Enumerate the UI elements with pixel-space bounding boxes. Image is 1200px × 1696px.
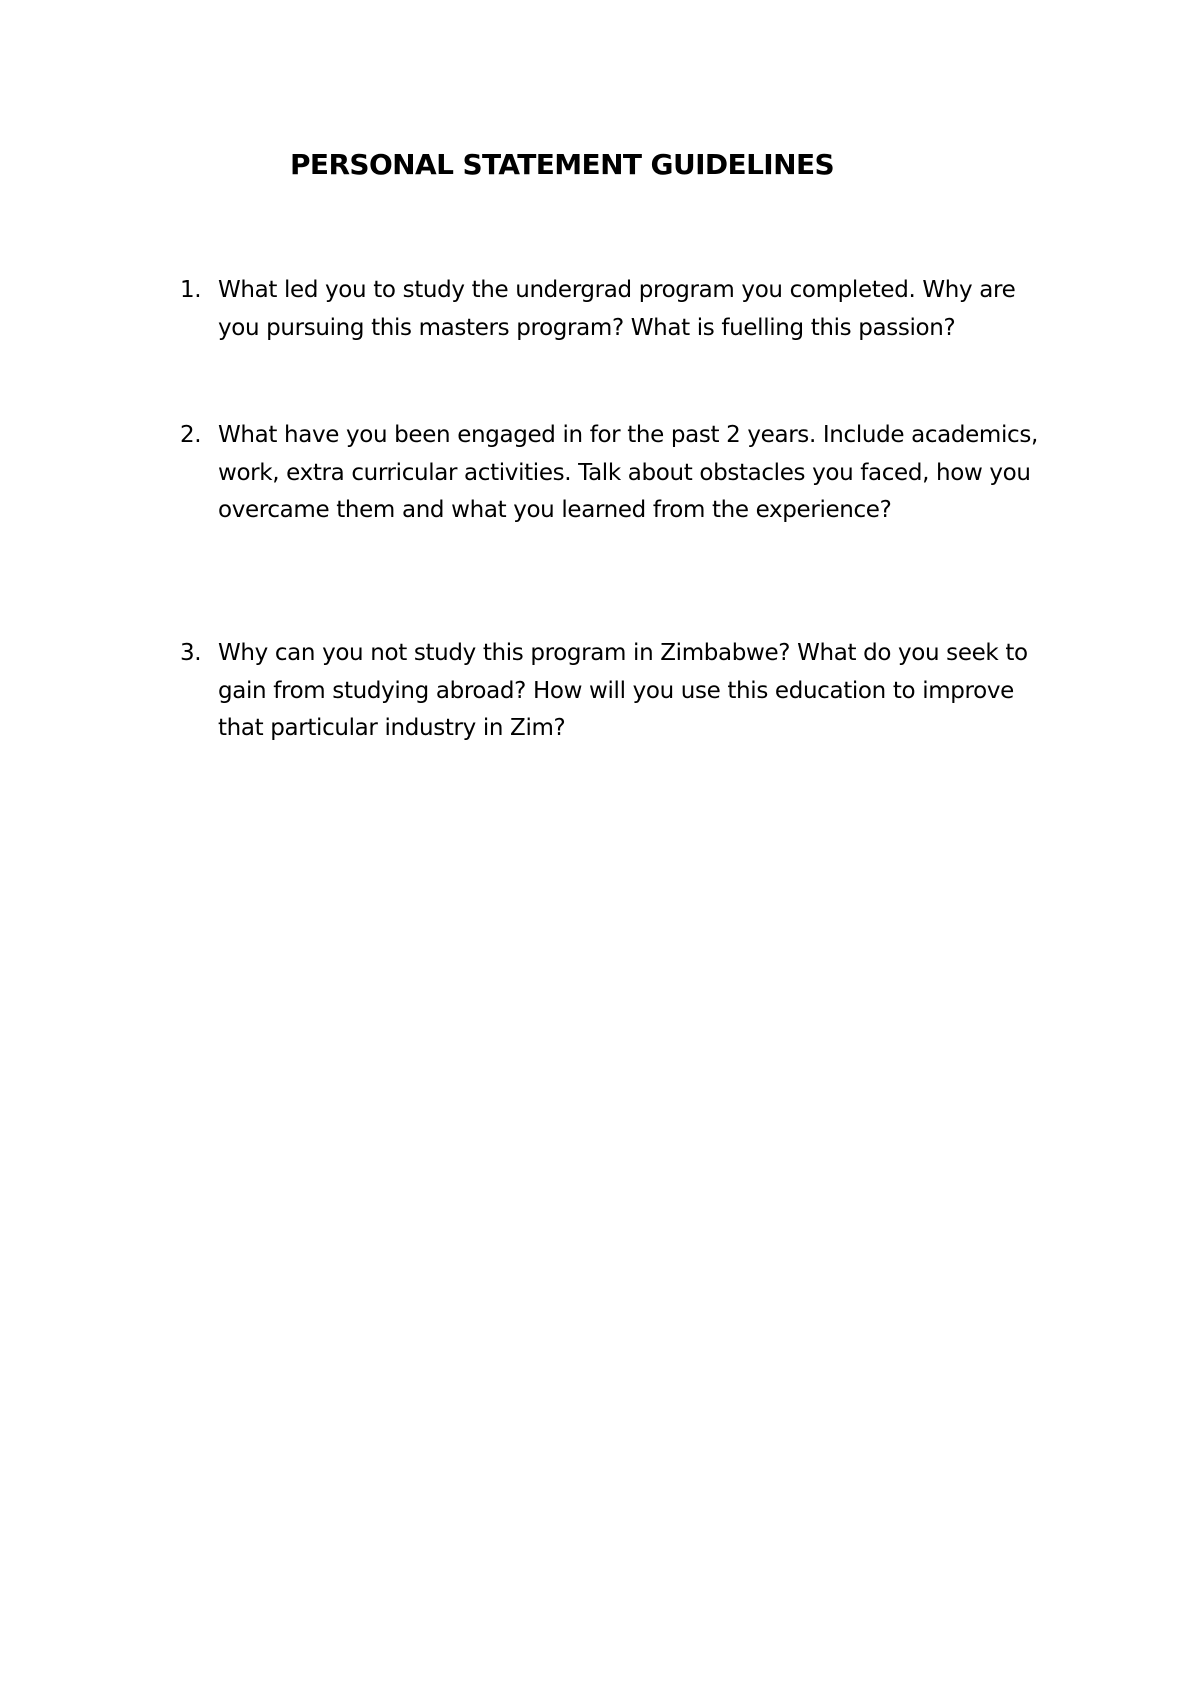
- question-item-1: [180, 272, 1080, 347]
- question-text: Why can you not study this program in Zimbabwe? What do you seek to gain from studying abroad? How will you use this education to improve that particular industry in Zim?: [218, 640, 1028, 741]
- question-number: 2.: [180, 422, 202, 448]
- document-title: PERSONAL STATEMENT GUIDELINES: [290, 148, 835, 181]
- question-item-3: [180, 635, 1080, 748]
- question-item-2: [180, 417, 1080, 530]
- question-text: What led you to study the undergrad program you completed. Why are you pursuing this masters program? What is fuelling this passion?: [218, 277, 1016, 341]
- question-number: 1.: [180, 277, 202, 303]
- question-number: 3.: [180, 640, 202, 666]
- question-text: What have you been engaged in for the past 2 years. Include academics, work, extra curricular activities. Talk about obstacles you faced, how you overcame them and what you learned from the experience?: [218, 422, 1038, 523]
